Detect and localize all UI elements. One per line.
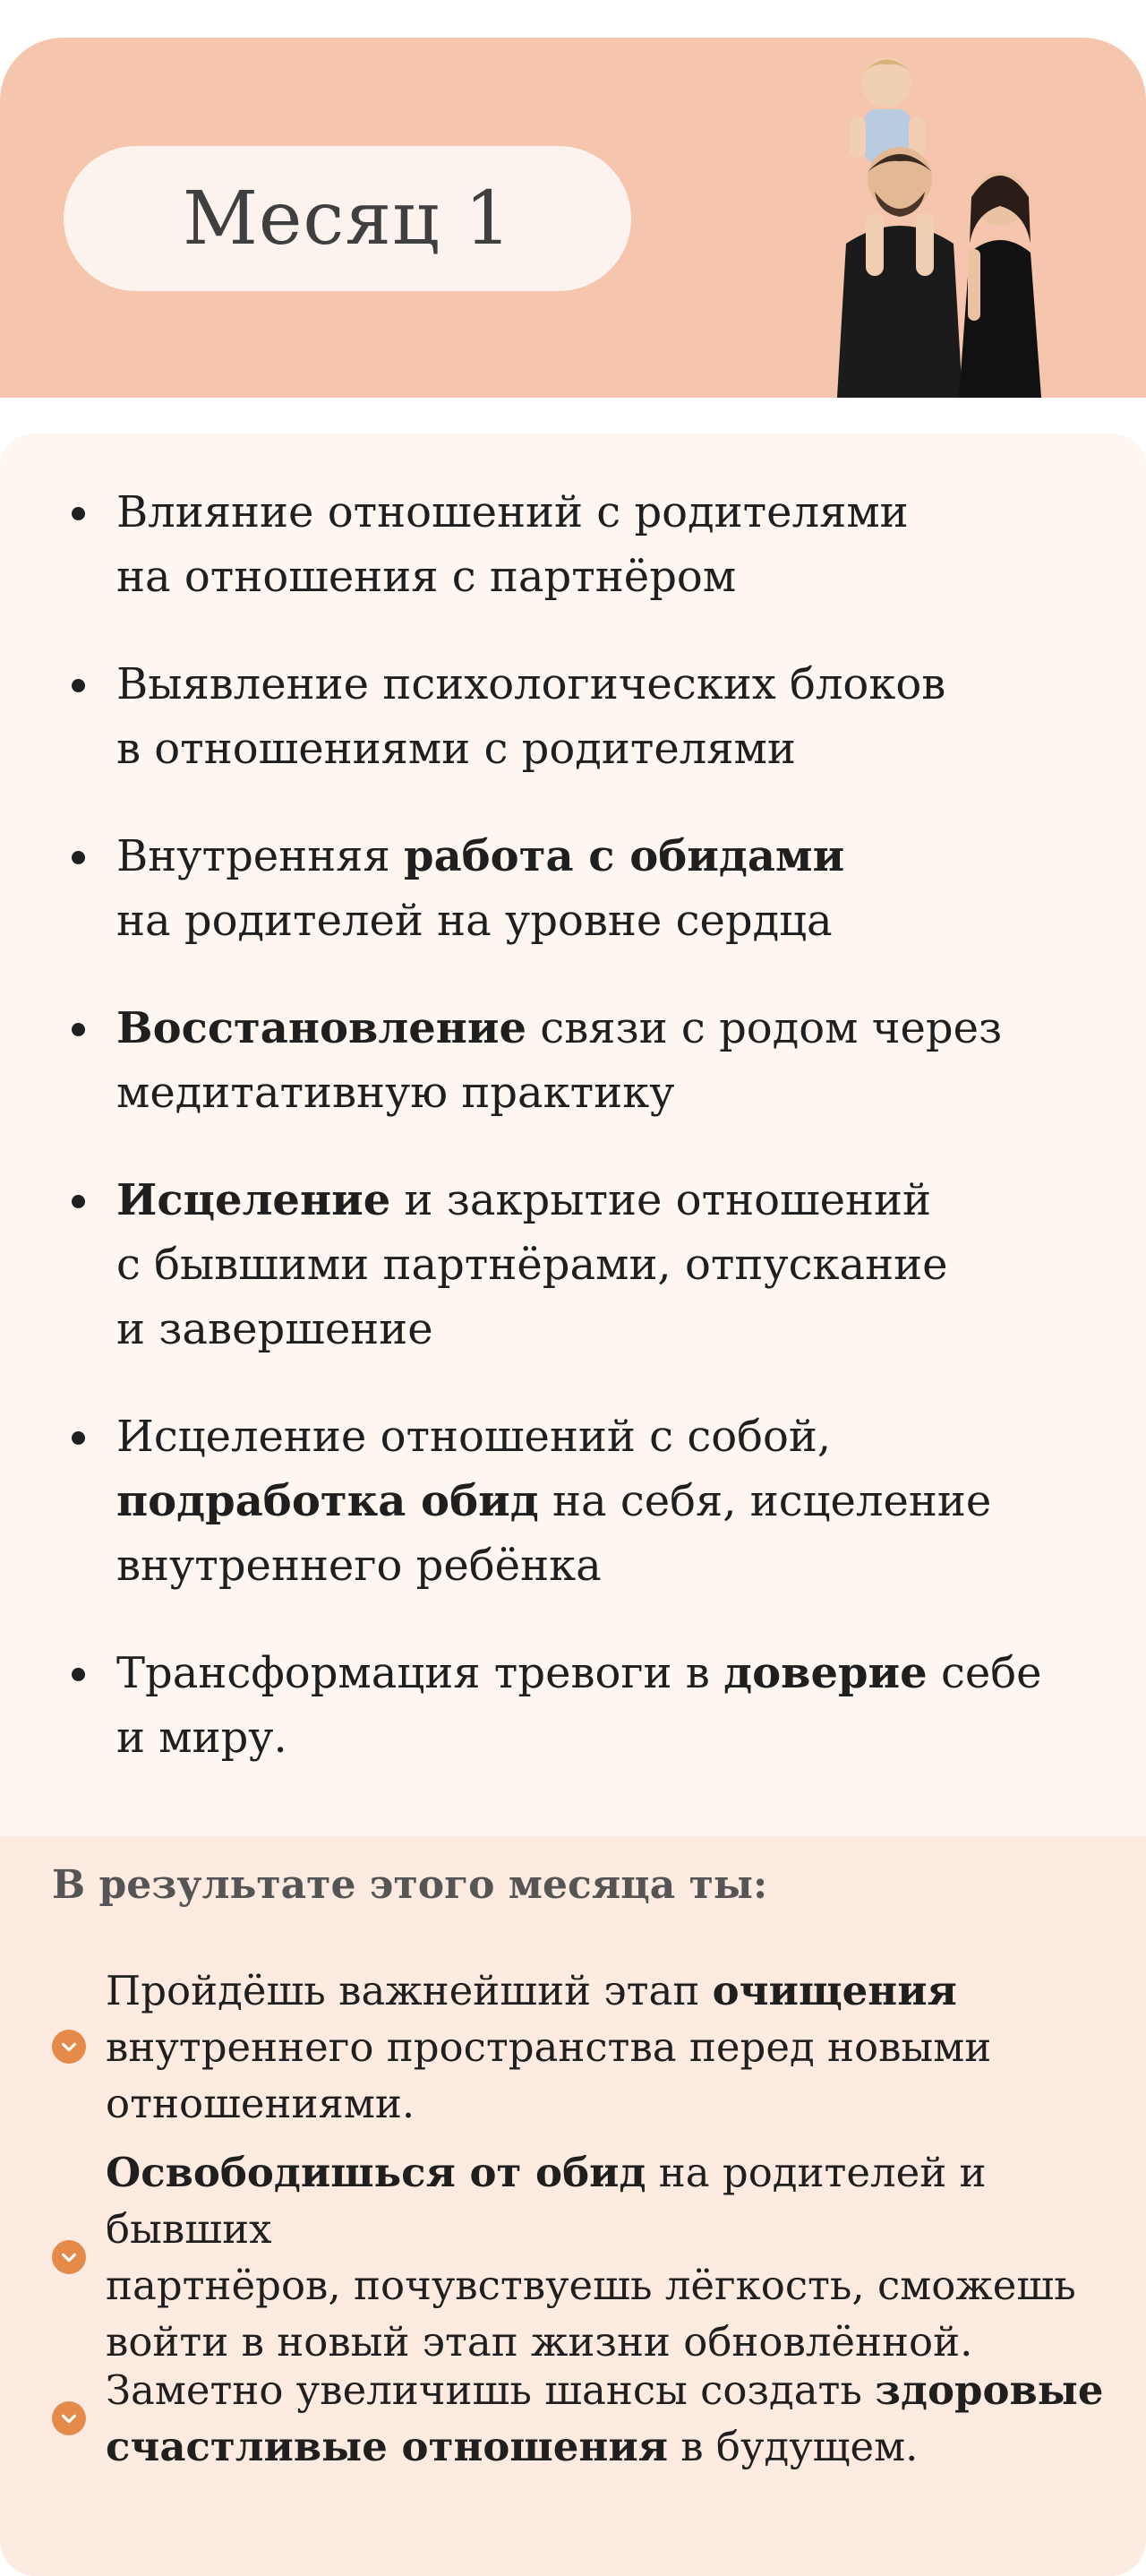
text-segment: Исцеление отношений с собой, [116, 1412, 832, 1462]
text-segment: внутреннего пространства перед новыми [106, 2022, 992, 2071]
topic-item [0, 824, 1146, 953]
text-segment: и завершение [116, 1304, 433, 1354]
emphasis-text: очищения [712, 1966, 957, 2014]
topic-item [0, 1168, 1146, 1361]
topics-list [0, 434, 1146, 1770]
emphasis-text: работа с обидами [404, 831, 845, 881]
bullet-icon [72, 1431, 85, 1445]
text-segment: отношениями. [106, 2079, 415, 2127]
chevron-down-icon [52, 2030, 86, 2064]
text-segment: медитативную практику [116, 1068, 675, 1118]
bullet-icon [72, 1023, 85, 1036]
emphasis-text: подработка обид [116, 1476, 539, 1526]
text-segment: войти в новый этап жизни обновлённой. [106, 2318, 973, 2366]
bullet-icon [72, 507, 85, 520]
topic-item [0, 652, 1146, 781]
month-title: Месяц 1 [182, 176, 513, 262]
family-photo-icon [810, 38, 1079, 398]
text-segment: на отношения с партнёром [116, 552, 737, 602]
bullet-icon [72, 851, 85, 864]
text-segment: Пройдёшь важнейший этап [106, 1966, 713, 2014]
text-segment: и закрытие отношений [390, 1175, 932, 1225]
text-segment: в отношениями с родителями [116, 724, 796, 774]
result-text [106, 1962, 1144, 2132]
text-segment: на родителей и бывших [106, 2149, 987, 2253]
text-segment: на родителей на уровне сердца [116, 896, 833, 946]
text-segment: Трансформация тревоги в [116, 1648, 724, 1698]
topics-card [0, 434, 1146, 1836]
text-segment: внутреннего ребёнка [116, 1541, 602, 1591]
result-item [0, 1962, 1146, 2132]
topic-item [0, 1404, 1146, 1598]
chevron-down-icon [52, 2240, 86, 2274]
bullet-icon [72, 679, 85, 692]
result-text [106, 2362, 1144, 2475]
month-badge [64, 146, 631, 291]
results-card [0, 1836, 1146, 2576]
results-heading: В результате этого месяца ты: [52, 1862, 768, 1908]
text-segment: себе [927, 1648, 1042, 1698]
bullet-icon [72, 1195, 85, 1208]
emphasis-text: доверие [723, 1648, 928, 1698]
text-segment: Внутренняя [116, 831, 404, 881]
topic-item [0, 1641, 1146, 1770]
emphasis-text: здоровые [875, 2366, 1104, 2414]
text-segment: и миру. [116, 1713, 287, 1763]
emphasis-text: Восстановление [116, 1003, 527, 1053]
chevron-down-icon [52, 2401, 86, 2435]
text-segment: Влияние отношений с родителями [116, 487, 909, 537]
topic-item [0, 480, 1146, 609]
topic-item [0, 996, 1146, 1125]
text-segment: в будущем. [667, 2423, 919, 2470]
text-segment: на себя, исцеление [538, 1476, 992, 1526]
result-item [0, 2362, 1146, 2475]
bullet-icon [72, 1668, 85, 1681]
result-item [0, 2149, 1146, 2366]
month-header [0, 38, 1146, 398]
emphasis-text: счастливые отношения [106, 2423, 668, 2470]
text-segment: партнёров, почувствуешь лёгкость, сможешь [106, 2262, 1076, 2309]
result-text [106, 2144, 1144, 2370]
emphasis-text: Освободишься от обид [106, 2149, 646, 2196]
text-segment: Выявление психологических блоков [116, 659, 946, 709]
emphasis-text: Исцеление [116, 1175, 391, 1225]
text-segment: с бывшими партнёрами, отпускание [116, 1240, 948, 1290]
text-segment: связи с родом через [526, 1003, 1003, 1053]
text-segment: Заметно увеличишь шансы создать [106, 2366, 876, 2414]
